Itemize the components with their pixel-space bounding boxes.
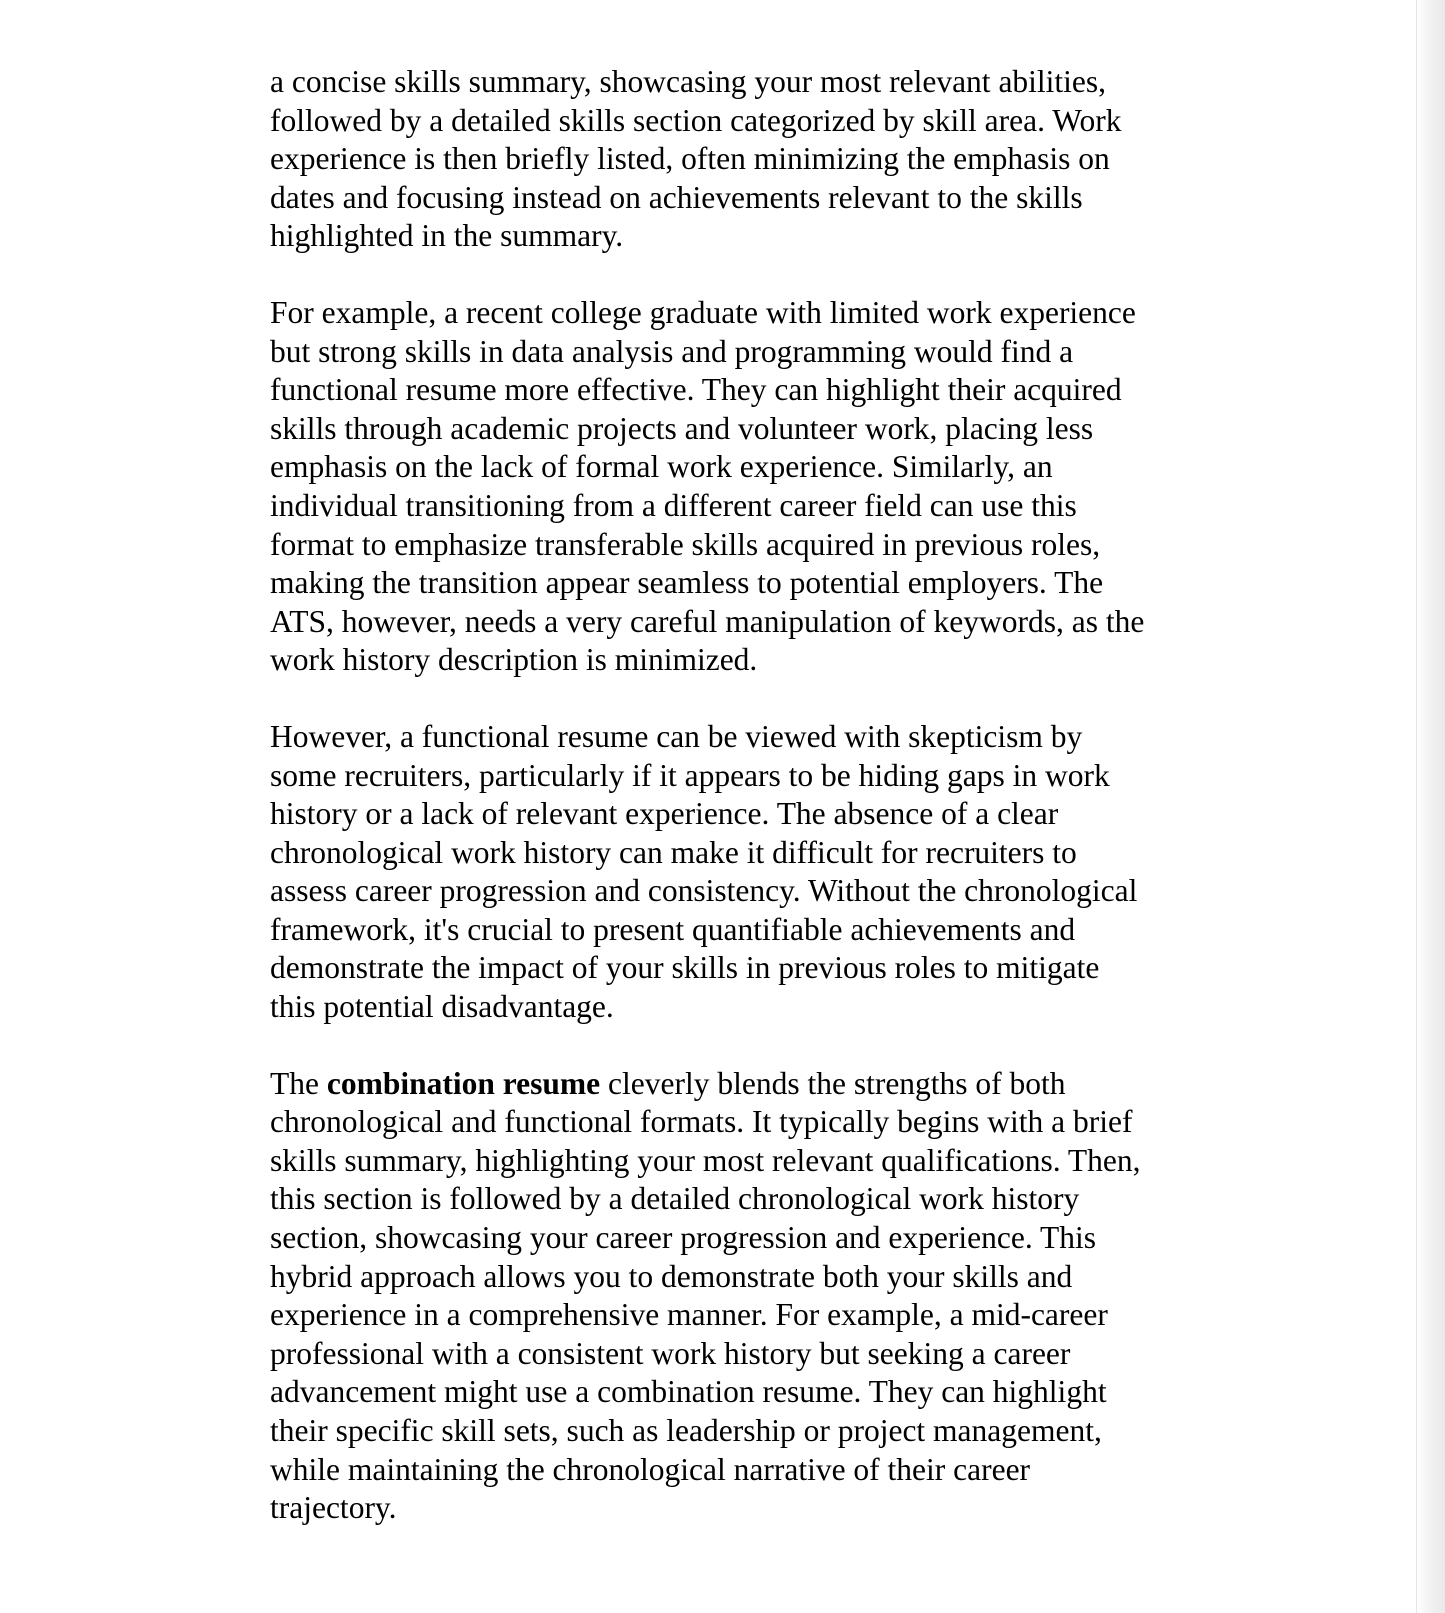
text-line: hybrid approach allows you to demonstrate both your skills and [270,1258,1073,1294]
text-line: experience is then briefly listed, often minimizing the emphasis on [270,141,1110,177]
text-line: this section is followed by a detailed chronological work history [270,1181,1080,1217]
paragraph-2 [270,294,1170,680]
text-line: work history description is minimized. [270,642,758,678]
page-edge-shadow [1416,0,1445,1613]
text-line: framework, it's crucial to present quantifiable achievements and [270,911,1076,947]
text-line: their specific skill sets, such as leadership or project management, [270,1413,1102,1448]
text-line: while maintaining the chronological narrative of their career [270,1451,1031,1487]
text-line-with-bold [270,1065,1170,1104]
paragraph-1 [270,63,1170,256]
document-body [270,63,1170,1566]
text-line: ATS, however, needs a very careful manipulation of keywords, as the [270,603,1145,639]
text-line: format to emphasize transferable skills acquired in previous roles, [270,526,1101,562]
text-line: making the transition appear seamless to potential employers. The [270,565,1104,601]
text-line: emphasis on the lack of formal work experience. Similarly, an [270,449,1053,485]
text-line: section, showcasing your career progression and experience. This [270,1220,1097,1256]
text-line: demonstrate the impact of your skills in previous roles to mitigate [270,950,1100,986]
paragraph-4 [270,1065,1170,1528]
text-line: experience in a comprehensive manner. For example, a mid-career [270,1297,1108,1333]
text-run: The [270,1065,327,1101]
text-line: professional with a consistent work history but seeking a career [270,1335,1071,1371]
text-line: but strong skills in data analysis and programming would find a [270,333,1074,369]
text-line: highlighted in the summary. [270,218,624,254]
text-run: cleverly blends the strengths of both [600,1065,1066,1101]
text-line: chronological and functional formats. It typically begins with a brief [270,1104,1133,1140]
paragraph-3 [270,718,1170,1027]
text-line: assess career progression and consistency. Without the chronological [270,873,1138,909]
text-line: a concise skills summary, showcasing your most relevant abilities, [270,64,1107,99]
text-line: skills summary, highlighting your most relevant qualifications. Then, [270,1142,1141,1178]
text-line: individual transitioning from a different career field can use this [270,487,1077,523]
text-line: skills through academic projects and volunteer work, placing less [270,410,1094,446]
text-line: this potential disadvantage. [270,989,614,1025]
text-line: trajectory. [270,1490,397,1526]
bold-term: combination resume [326,1065,601,1101]
text-line: For example, a recent college graduate with limited work experience [270,294,1136,330]
text-line: However, a functional resume can be viewed with skepticism by [270,718,1083,754]
text-line: history or a lack of relevant experience. The absence of a clear [270,796,1059,832]
text-line: chronological work history can make it difficult for recruiters to [270,834,1077,870]
text-line: some recruiters, particularly if it appears to be hiding gaps in work [270,757,1110,793]
text-line: advancement might use a combination resume. They can highlight [270,1374,1107,1410]
text-line: followed by a detailed skills section categorized by skill area. Work [270,102,1122,138]
text-line: dates and focusing instead on achievements relevant to the skills [270,179,1083,215]
text-line: functional resume more effective. They can highlight their acquired [270,372,1122,408]
